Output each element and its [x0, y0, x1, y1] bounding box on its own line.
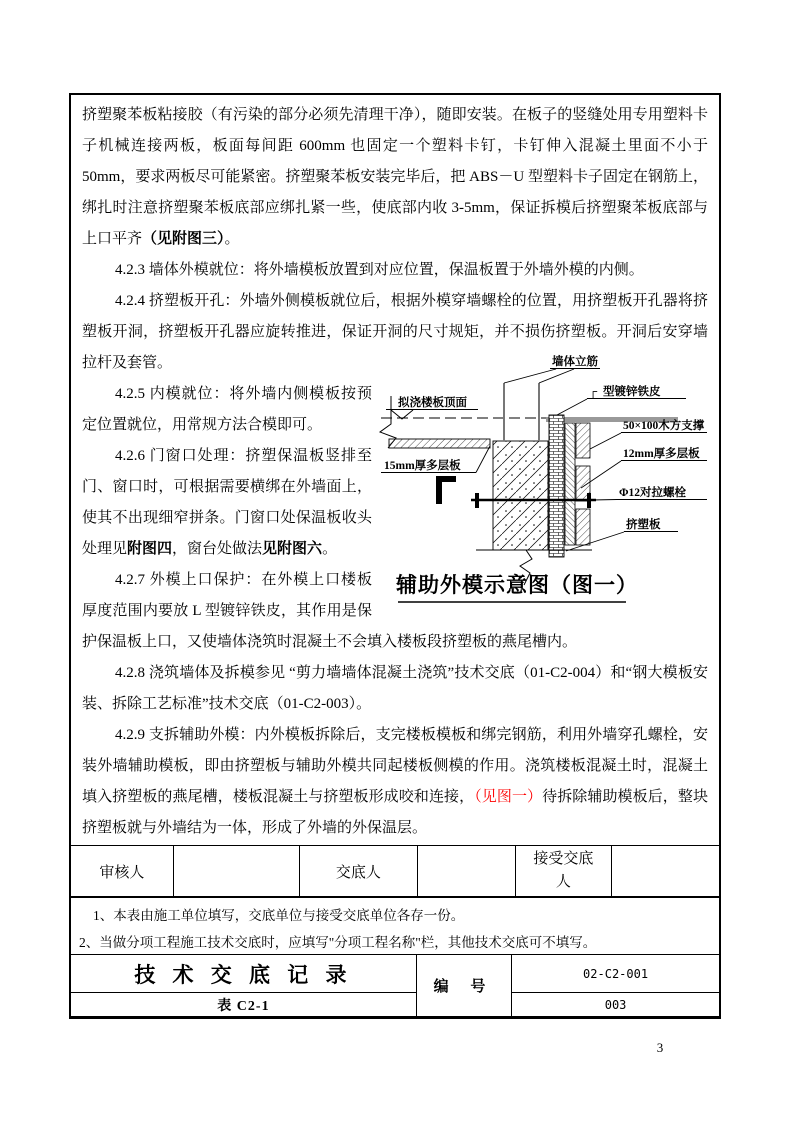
ref-figure-1-red: （见图一） [474, 789, 543, 805]
paragraph-4-2-9 [82, 720, 708, 844]
note-line-1: 1、本表由施工单位填写，交底单位与接受交底单位各存一份。 [93, 908, 465, 923]
reviewer-value-cell [173, 846, 299, 897]
paragraph-4-2-6-text-c: ，窗台处做法 [172, 541, 263, 557]
discloser-value-cell [417, 846, 515, 897]
paragraph-4-2-5-text: 4.2.5 内模就位：将外墙内侧模板按预定位置就位，用常规方法合模即可。 [82, 386, 372, 433]
figure-label-wood-support: 50×100木方支撑 [623, 420, 705, 432]
paragraph-4-2-8: 4.2.8 浇筑墙体及拆模参见 “剪力墙墙体混凝土浇筑”技术交底（01-C2-004）和“钢大模板安装、拆除工艺标准”技术交底（01-C2-003）。 [82, 665, 708, 712]
number-label-cell: 编 号 [416, 955, 511, 1017]
receiver-value-cell [611, 846, 719, 897]
figure-label-xps-board: 挤塑板 [626, 519, 661, 531]
signature-row [71, 846, 719, 897]
receiver-label-text: 接受交底人 [533, 851, 594, 890]
record-code-cell: 02-C2-001 [512, 955, 719, 993]
figure-label-ply15: 15mm厚多层板 [384, 460, 461, 472]
ply12-strip-shape [565, 423, 575, 545]
paragraph-4-2-6-text-a: 4.2.6 门窗口处理：挤塑保温板竖排至门、窗口时，可根据需要横绑在外墙面上，使其不出现细窄拼条。门窗口处保温板收头处理见 [82, 448, 372, 557]
wood-block-3 [576, 509, 590, 545]
ref-appendix-figure-4: 附图四 [127, 541, 173, 557]
footer-row-1 [71, 955, 719, 993]
xps-board-shape [549, 415, 564, 557]
ref-appendix-figure-6: 见附图六 [262, 541, 323, 557]
paragraph-continuation-text: 挤塑聚苯板粘接胶（有污染的部分必须先清理干净），随即安装。在板子的竖缝处用专用塑料卡子机械连接两板，板面每间距 600mm 也固定一个塑料卡钉，卡钉伸入混凝土里面不小于 50mm，要求两板尽可能紧密。挤塑聚苯板安装完毕后，把 ABS－U 型塑料卡子固定在钢筋上，绑扎时注意挤塑聚苯板底部应绑扎紧一些，使底部内收 3-5mm，保证拆模后挤塑聚苯板底部与上口平齐 [82, 107, 708, 247]
paragraph-4-2-6-end: 。 [322, 541, 338, 557]
figure-label-tie-bolt: Φ12对拉螺栓 [619, 487, 687, 499]
figure-label-ply12: 12mm厚多层板 [623, 448, 700, 460]
reviewer-label-cell: 审核人 [71, 846, 173, 897]
auxiliary-formwork-diagram [376, 352, 708, 607]
discloser-label-cell: 交底人 [300, 846, 417, 897]
paragraph-4-2-4: 4.2.4 挤塑板开孔：外墙外侧模板就位后，根据外模穿墙螺栓的位置，用挤塑板开孔器将挤塑板开洞，挤塑板开孔器应旋转推进，保证开洞的尺寸规矩，并不损伤挤塑板。开洞后安穿墙拉杆及套管。 [82, 293, 708, 371]
l-shape-symbol-icon-vert [436, 476, 442, 504]
record-title-cell: 技 术 交 底 记 录 [71, 955, 416, 993]
figure-label-wall-rebar: 墙体立筋 [552, 356, 598, 368]
tie-bolt-left-plate [475, 493, 479, 508]
table-number-cell: 表 C2-1 [71, 993, 416, 1017]
notes-cell [71, 897, 719, 954]
paragraph-continuation-end: 。 [224, 231, 240, 247]
note-line-2: 2、当做分项工程施工技术交底时，应填写"分项工程名称"栏，其他技术交底可不填写。 [79, 935, 597, 950]
paragraph-4-2-9-text-c: 待拆除辅助模板后，整块挤塑板就与外墙结为一体，形成了外墙的外保温层。 [82, 789, 708, 836]
paragraph-4-2-9-text-a: 4.2.9 支拆辅助外模：内外模板拆除后，支完楼板模板和绑完钢筋，利用外墙穿孔螺栓，安装外墙辅助模板，即由挤塑板与辅助外模共同起楼板侧模的作用。浇筑楼板混凝土时，混凝土填入挤塑板的燕尾槽，楼板混凝土与挤塑板形成咬和连接， [82, 727, 708, 805]
paragraph-4-2-7: 4.2.7 外模上口保护：在外模上口楼板厚度范围内要放 L 型镀锌铁皮，其作用是保护保温板上口，又使墙体浇筑时混凝土不会填入楼板段挤塑板的燕尾槽内。 [82, 572, 578, 650]
ply15-strip-shape [389, 439, 490, 448]
paragraph-continuation [82, 100, 708, 255]
figure-label-slab-top: 拟浇楼板顶面 [398, 397, 467, 409]
figure-caption: 辅助外模示意图（图一） [396, 573, 638, 597]
record-serial-cell: 003 [512, 993, 719, 1017]
ref-appendix-figure-3: （见附图三） [142, 231, 225, 247]
tie-bolt-right-plate [587, 493, 591, 508]
figure-label-galv-prefix: ┌ [589, 386, 598, 398]
signature-table [71, 845, 719, 897]
figure-label-galv-sheet: 型镀锌铁皮 [603, 386, 661, 398]
footer-row-2 [71, 993, 719, 1017]
main-text-cell [71, 95, 719, 845]
page-number: 3 [656, 1040, 664, 1055]
paragraph-4-2-3: 4.2.3 墙体外模就位：将外墙模板放置到对应位置，保温板置于外墙外模的内侧。 [115, 262, 644, 278]
wood-block-1 [576, 423, 590, 458]
construction-detail-figure [376, 352, 708, 627]
document-border-box [69, 93, 721, 1019]
concrete-wall-shape [493, 441, 548, 550]
footer-table [71, 954, 719, 1017]
receiver-label-cell [516, 846, 612, 897]
